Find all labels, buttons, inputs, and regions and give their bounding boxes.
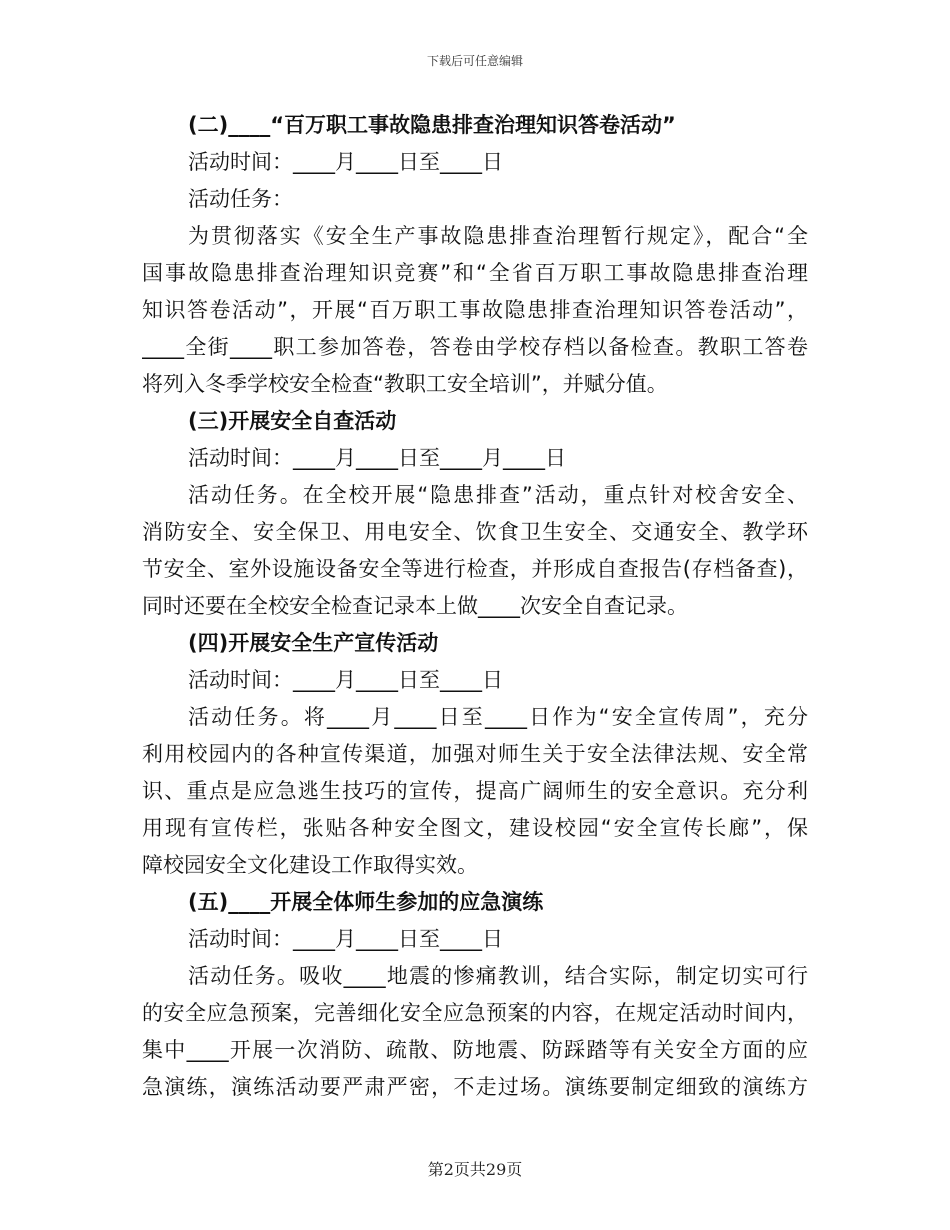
text-line: 活动任务： (188, 187, 293, 211)
section-heading: (二)____“百万职工事故隐患排查治理知识答卷活动” (188, 113, 676, 137)
text-line: 活动时间：____月____日至____日 (188, 927, 503, 951)
document-body (142, 107, 808, 1106)
text-line: 将列入冬季学校安全检查“教职工安全培训”，并赋分值。 (142, 372, 668, 396)
text-line: 的安全应急预案，完善细化安全应急预案的内容，在规定活动时间内， (142, 1001, 808, 1025)
text-line: 国事故隐患排查治理知识竞赛”和“全省百万职工事故隐患排查治理 (142, 261, 808, 285)
text-line: 同时还要在全校安全检查记录本上做____次安全自查记录。 (142, 594, 688, 618)
text-line: 障校园安全文化建设工作取得实效。 (142, 853, 478, 877)
page-header: 下载后可任意编辑 (426, 54, 523, 68)
text-line: 消防安全、安全保卫、用电安全、饮食卫生安全、交通安全、教学环 (142, 520, 808, 544)
text-line: 活动时间：____月____日至____月____日 (188, 446, 566, 470)
section-heading: (五)____开展全体师生参加的应急演练 (188, 890, 544, 914)
text-line: 节安全、室外设施设备安全等进行检查，并形成自查报告(存档备查)， (142, 557, 808, 581)
text-line: ____全街____职工参加答卷，答卷由学校存档以备检查。教职工答卷 (142, 335, 808, 359)
text-line: 集中____开展一次消防、疏散、防地震、防踩踏等有关安全方面的应 (142, 1038, 808, 1062)
text-line: 活动任务。在全校开展“隐患排查”活动，重点针对校舍安全、 (188, 483, 808, 507)
section-heading: (四)开展安全生产宣传活动 (188, 631, 439, 655)
text-line: 用现有宣传栏，张贴各种安全图文，建设校园“安全宣传长廊”，保 (142, 816, 808, 840)
text-line: 利用校园内的各种宣传渠道，加强对师生关于安全法律法规、安全常 (142, 742, 808, 766)
section-heading: (三)开展安全自查活动 (188, 409, 397, 433)
page-footer: 第2页共29页 (427, 1160, 523, 1179)
text-line: 为贯彻落实《安全生产事故隐患排查治理暂行规定》，配合“全 (188, 224, 808, 248)
text-line: 活动时间：____月____日至____日 (188, 150, 503, 174)
text-line: 知识答卷活动”，开展“百万职工事故隐患排查治理知识答卷活动”， (142, 298, 808, 322)
text-line: 识、重点是应急逃生技巧的宣传，提高广阔师生的安全意识。充分利 (142, 779, 808, 803)
text-line: 活动任务。将____月____日至____日作为“安全宣传周”，充分 (188, 705, 808, 729)
text-line: 急演练，演练活动要严肃严密，不走过场。演练要制定细致的演练方 (142, 1075, 808, 1099)
text-line: 活动时间：____月____日至____日 (188, 668, 503, 692)
text-line: 活动任务。吸收____地震的惨痛教训，结合实际，制定切实可行 (188, 964, 808, 988)
